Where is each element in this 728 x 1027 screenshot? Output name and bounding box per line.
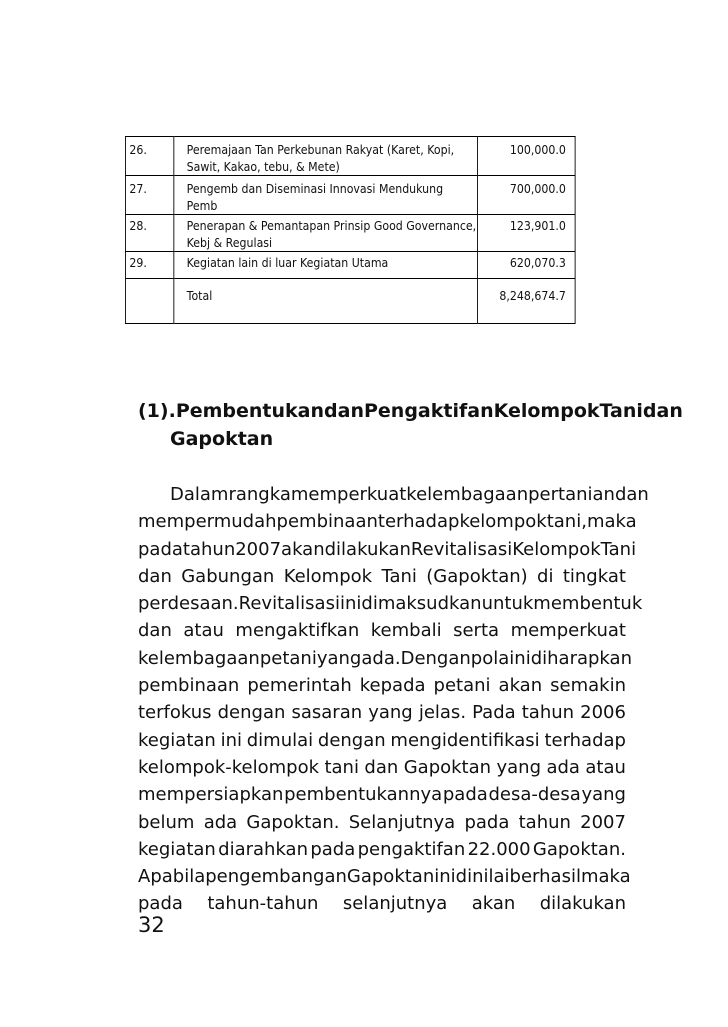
- paragraph-word: untuk: [481, 593, 534, 615]
- paragraph-word: dilakukan: [539, 893, 626, 915]
- paragraph-word: desa-desa: [488, 784, 581, 806]
- paragraph-word: tahun: [521, 702, 575, 724]
- paragraph-line: [138, 536, 637, 563]
- paragraph-word: diarahkan: [218, 838, 308, 860]
- paragraph-word: 2006: [580, 702, 626, 724]
- row-description-line: Peremajaan Tan Perkebunan Rakyat (Karet, Kopi,: [186, 142, 455, 157]
- paragraph-word: dan: [138, 565, 172, 587]
- paragraph-line: [138, 617, 626, 644]
- paragraph-word: Gabungan: [181, 565, 275, 587]
- paragraph-word: pada: [464, 811, 510, 833]
- paragraph-word: Gapoktan.: [246, 811, 340, 833]
- paragraph-word: Revitalisasi: [410, 538, 513, 560]
- total-amount: 8,248,674.7: [477, 279, 575, 324]
- paragraph-line: [138, 645, 632, 672]
- section-heading: [138, 397, 683, 453]
- paragraph-word: Pada: [472, 702, 516, 724]
- row-number: 27.: [125, 176, 173, 215]
- body-paragraph: [138, 481, 649, 918]
- paragraph-word: yang: [581, 784, 626, 806]
- heading-word: Pengaktifan: [363, 400, 494, 422]
- row-number-empty: [125, 279, 173, 324]
- paragraph-word: dan: [364, 756, 399, 778]
- paragraph-word: dilakukan: [324, 538, 411, 560]
- paragraph-word: Tani: [600, 538, 637, 560]
- paragraph-word: Selanjutnya: [348, 811, 456, 833]
- paragraph-line: [138, 590, 643, 617]
- paragraph-word: dinilai: [455, 866, 510, 888]
- paragraph-word: pada: [138, 538, 183, 560]
- paragraph-word: maka: [586, 511, 637, 533]
- row-number: 28.: [125, 215, 173, 252]
- paragraph-word: dengan: [317, 729, 386, 751]
- row-description: [174, 215, 478, 252]
- paragraph-line: [138, 481, 649, 508]
- paragraph-word: 22.000: [467, 838, 531, 860]
- paragraph-word: terhadap: [544, 729, 626, 751]
- row-description-line: Penerapan & Pemantapan Prinsip Good Governance,: [186, 218, 477, 233]
- paragraph-word: pembinaan: [276, 511, 378, 533]
- paragraph-word: pada: [442, 784, 488, 806]
- paragraph-word: ini: [434, 866, 456, 888]
- paragraph-word: pemerintah: [247, 675, 352, 697]
- paragraph-word: ini: [509, 647, 531, 669]
- page-number: 32: [138, 913, 165, 937]
- paragraph-word: Kelompok: [512, 538, 601, 560]
- row-description-line: Kebj & Regulasi: [186, 235, 273, 250]
- paragraph-word: petani: [259, 647, 317, 669]
- budget-table: [125, 136, 576, 324]
- paragraph-word: ini: [339, 593, 362, 615]
- paragraph-word: 2007: [235, 538, 282, 560]
- paragraph-word: membentuk: [533, 593, 643, 615]
- paragraph-line: [138, 754, 626, 781]
- paragraph-word: kelompok-kelompok: [138, 756, 320, 778]
- paragraph-word: ini: [220, 729, 242, 751]
- paragraph-word: tingkat: [562, 565, 626, 587]
- paragraph-word: Gapoktan.: [532, 838, 626, 860]
- paragraph-line: [138, 809, 626, 836]
- paragraph-word: akan: [498, 675, 543, 697]
- paragraph-word: berhasil: [509, 866, 581, 888]
- paragraph-word: kelembagaan: [406, 484, 529, 505]
- heading-word: Tani: [599, 400, 643, 422]
- paragraph-word: mempersiapkan: [138, 784, 284, 806]
- paragraph-word: kegiatan: [138, 729, 216, 751]
- paragraph-word: yang: [496, 756, 542, 778]
- paragraph-word: pengembangan: [205, 866, 347, 888]
- row-amount: 700,000.0: [477, 176, 575, 215]
- paragraph-word: pertanian: [528, 484, 615, 505]
- paragraph-line: [138, 699, 626, 726]
- paragraph-word: pembinaan: [138, 675, 240, 697]
- paragraph-word: memperkuat: [290, 484, 407, 505]
- paragraph-word: mengidentifikasi: [390, 729, 540, 751]
- row-description-line: Sawit, Kakao, tebu, & Mete): [186, 159, 340, 174]
- paragraph-word: tahun-tahun: [207, 893, 319, 915]
- paragraph-word: diharapkan: [530, 647, 632, 669]
- paragraph-word: pada: [138, 893, 183, 915]
- paragraph-word: akan: [281, 538, 325, 560]
- heading-word: dan: [324, 400, 364, 422]
- paragraph-word: di: [537, 565, 554, 587]
- paragraph-word: dimulai: [246, 729, 314, 751]
- paragraph-word: sasaran: [291, 702, 363, 724]
- table-total-row: [125, 279, 575, 324]
- paragraph-word: mengaktifkan: [235, 620, 360, 642]
- paragraph-word: Kelompok: [283, 565, 373, 587]
- paragraph-word: Dengan: [400, 647, 471, 669]
- section-heading-line-1: [138, 397, 683, 425]
- row-amount: 100,000.0: [477, 137, 575, 176]
- paragraph-word: serta: [453, 620, 500, 642]
- section-heading-line-2: Gapoktan: [170, 428, 274, 450]
- row-description-clip: [187, 217, 477, 251]
- paragraph-word: kegiatan: [138, 838, 216, 860]
- paragraph-word: 2007: [580, 811, 626, 833]
- paragraph-word: pengaktifan: [357, 838, 466, 860]
- table-row: [125, 252, 575, 279]
- row-description-line: Pengemb dan Diseminasi Innovasi Mendukung Pemb: [186, 181, 444, 213]
- table-row: [125, 176, 575, 215]
- paragraph-line: [138, 508, 637, 535]
- total-label: Total: [186, 288, 213, 303]
- paragraph-word: memperkuat: [510, 620, 626, 642]
- paragraph-word: selanjutnya: [342, 893, 448, 915]
- paragraph-word: tani,: [546, 511, 587, 533]
- paragraph-word: Apabila: [138, 866, 206, 888]
- paragraph-word: dan: [614, 484, 649, 505]
- table-row: [125, 137, 575, 176]
- paragraph-word: kepada: [359, 675, 426, 697]
- paragraph-word: ada.: [361, 647, 401, 669]
- paragraph-word: dimaksudkan: [361, 593, 482, 615]
- paragraph-word: ada: [546, 756, 580, 778]
- paragraph-word: terhadap: [377, 511, 460, 533]
- paragraph-word: pembentukannya: [284, 784, 443, 806]
- paragraph-word: dengan: [217, 702, 286, 724]
- row-description: [174, 176, 478, 215]
- paragraph-word: dan: [138, 620, 172, 642]
- paragraph-line: [138, 781, 626, 808]
- paragraph-word: akan: [471, 893, 516, 915]
- paragraph-word: maka: [580, 866, 631, 888]
- paragraph-word: rangka: [228, 484, 291, 505]
- row-number: 29.: [125, 252, 173, 279]
- heading-word: dan: [642, 400, 683, 422]
- table-row: [125, 215, 575, 252]
- row-amount: 123,901.0: [477, 215, 575, 252]
- row-amount: 620,070.3: [477, 252, 575, 279]
- paragraph-line: [138, 727, 626, 754]
- section-number: (1).Pembentukan: [138, 400, 325, 422]
- paragraph-line: [138, 563, 626, 590]
- paragraph-word: petani: [433, 675, 491, 697]
- paragraph-word: Gapoktan: [403, 756, 492, 778]
- paragraph-word: atau: [585, 756, 626, 778]
- paragraph-line: [138, 863, 631, 890]
- paragraph-line: [138, 836, 626, 863]
- paragraph-word: Tani: [381, 565, 417, 587]
- paragraph-word: yang: [368, 702, 413, 724]
- paragraph-word: kelompok: [459, 511, 547, 533]
- heading-word: Kelompok: [493, 400, 600, 422]
- paragraph-word: tahun: [518, 811, 571, 833]
- row-description-clip: [187, 180, 477, 214]
- paragraph-word: Dalam: [170, 484, 229, 505]
- paragraph-word: jelas.: [418, 702, 467, 724]
- paragraph-word: yang: [316, 647, 362, 669]
- row-description: [174, 252, 478, 279]
- paragraph-word: perdesaan.: [138, 593, 239, 615]
- row-description-line: Kegiatan lain di luar Kegiatan Utama: [186, 255, 389, 270]
- paragraph-word: Gapoktan: [346, 866, 435, 888]
- paragraph-word: terfokus: [138, 702, 212, 724]
- paragraph-word: semakin: [550, 675, 626, 697]
- paragraph-word: belum: [138, 811, 195, 833]
- row-description: [174, 137, 478, 176]
- paragraph-word: tahun: [182, 538, 236, 560]
- paragraph-word: (Gapoktan): [426, 565, 528, 587]
- paragraph-word: kelembagaan: [138, 647, 260, 669]
- paragraph-word: ada: [203, 811, 238, 833]
- paragraph-word: tani: [324, 756, 359, 778]
- row-number: 26.: [125, 137, 173, 176]
- paragraph-word: mempermudah: [138, 511, 277, 533]
- paragraph-word: pada: [310, 838, 356, 860]
- paragraph-word: pola: [470, 647, 510, 669]
- paragraph-line: [138, 890, 626, 917]
- paragraph-word: atau: [183, 620, 224, 642]
- paragraph-word: Revitalisasi: [238, 593, 340, 615]
- paragraph-line: [138, 672, 626, 699]
- paragraph-word: kembali: [370, 620, 442, 642]
